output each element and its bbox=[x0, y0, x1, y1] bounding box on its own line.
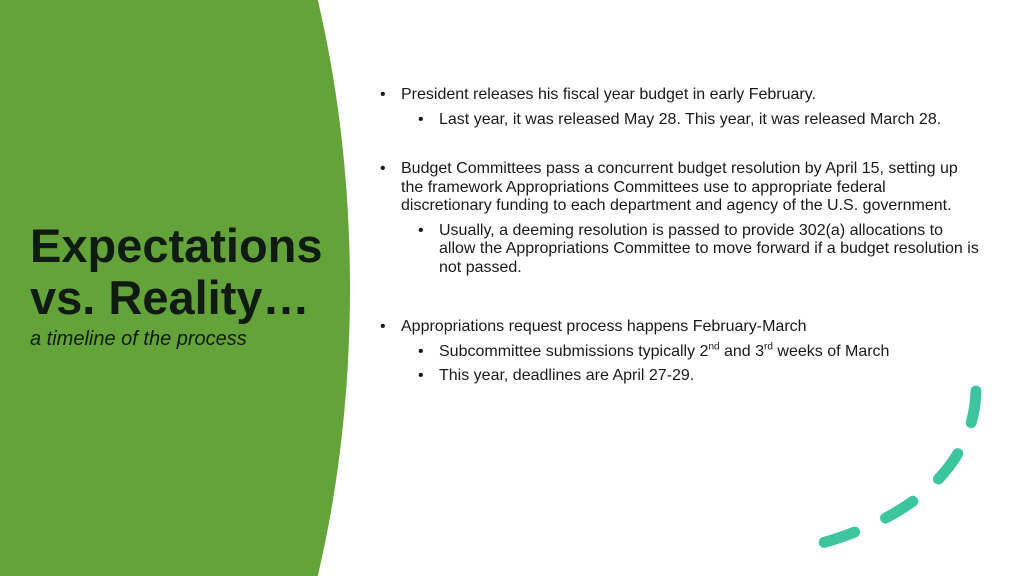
sub-bullet-text: Usually, a deeming resolution is passed to provide 302(a) allocations to allow the Appropriations Committee to move forward if a budget resolution is not passed. bbox=[439, 221, 979, 276]
bullet-text: • President releases his fiscal year budget in early February. bbox=[401, 86, 817, 103]
ordinal-suffix: nd bbox=[708, 341, 720, 353]
slide-subtitle: a timeline of the process bbox=[30, 328, 247, 350]
sub-bullet-text-mid: and 3 bbox=[719, 342, 765, 360]
sub-bullet-text: This year, deadlines are April 27-29. bbox=[439, 367, 695, 384]
title-line-1: Expectations bbox=[30, 219, 323, 272]
sub-bullet-text: Last year, it was released May 28. This year, it was released March 28. bbox=[439, 110, 942, 128]
dashed-arc-stroke bbox=[803, 391, 976, 548]
sub-bullet-text-post: weeks of March bbox=[772, 342, 890, 360]
bullet-text: • Budget Committees pass a concurrent budget resolution by April 15, setting up the framework Appropriations Committees use to appropriate federal discretionary funding to each department and agency of the U.S. government. bbox=[401, 160, 958, 214]
ordinal-suffix: rd bbox=[764, 341, 773, 353]
sub-bullet-text-pre: Subcommittee submissions typically 2 bbox=[439, 342, 709, 360]
title-line-2: vs. Reality… bbox=[30, 271, 310, 324]
bullet-text: • Appropriations request process happens February-March bbox=[401, 318, 807, 335]
